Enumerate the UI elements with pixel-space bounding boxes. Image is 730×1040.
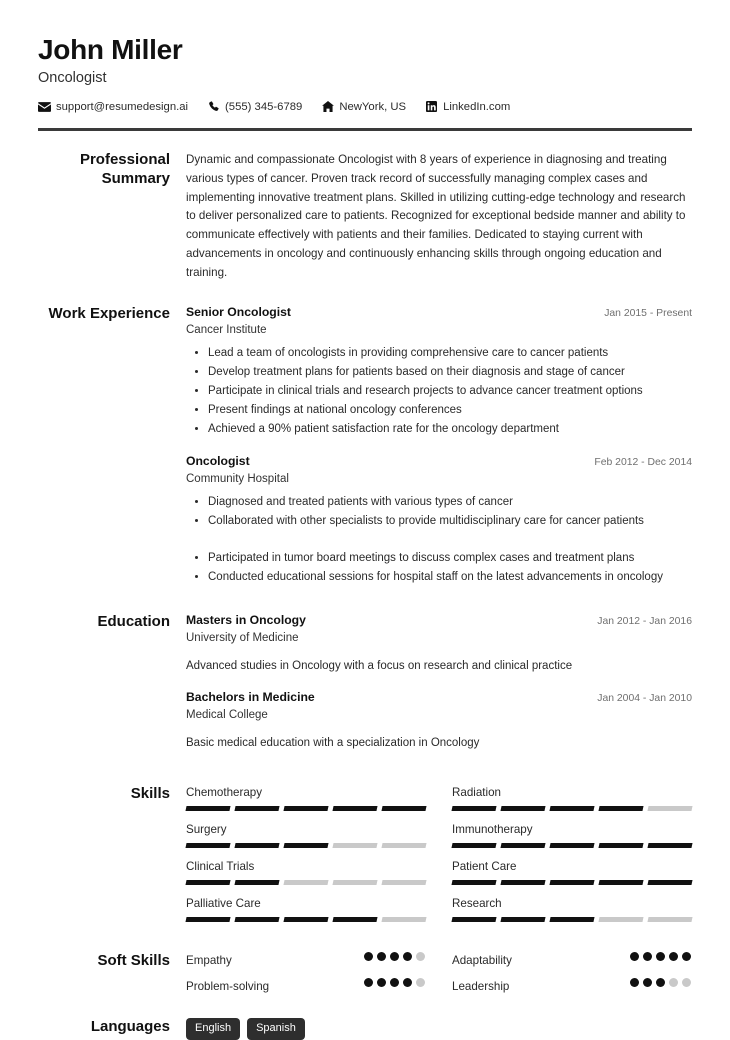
- soft-skill-item: [186, 952, 426, 978]
- entry-bullet: • Collaborated with other specialists to provide multidisciplinary care for cancer patients: [208, 513, 692, 531]
- skill-level-bar: [452, 843, 692, 848]
- entry-header: [186, 454, 692, 470]
- rating-dot: [682, 978, 691, 987]
- rating-dot: [416, 978, 425, 987]
- skill-level-bar: [452, 806, 692, 811]
- entry-bullet-list: [186, 494, 692, 587]
- entry-bullet: • Develop treatment plans for patients based on their diagnosis and stage of cancer: [208, 364, 692, 382]
- section-label-education: Education: [97, 613, 170, 631]
- skill-item: [186, 859, 426, 896]
- skill-name: Clinical Trials: [186, 859, 255, 873]
- work-entries: [186, 305, 692, 589]
- skill-bar-segment: [598, 880, 643, 885]
- skill-name: Surgery: [186, 822, 227, 836]
- skill-bar-segment: [381, 806, 426, 811]
- skill-bar-segment: [451, 806, 496, 811]
- skill-level-bar: [186, 917, 426, 922]
- entry-organization: University of Medicine: [186, 632, 299, 645]
- skill-level-bar: [186, 806, 426, 811]
- section-education: [38, 613, 692, 754]
- rating-dot: [416, 952, 425, 961]
- entry-bullet: • Conducted educational sessions for hospital staff on the latest advancements in oncology: [208, 569, 692, 587]
- entry-bullet: • Diagnosed and treated patients with various types of cancer: [208, 494, 692, 512]
- entry-bullet: • Present findings at national oncology conferences: [208, 402, 692, 420]
- section-label-summary: Professional Summary: [79, 150, 170, 187]
- skill-bar-segment: [598, 917, 643, 922]
- rating-dot: [656, 978, 665, 987]
- skill-bar-segment: [185, 843, 230, 848]
- rating-dot: [403, 952, 412, 961]
- skill-bar-segment: [598, 806, 643, 811]
- skill-item: [452, 785, 692, 822]
- language-pill: Spanish: [247, 1018, 305, 1040]
- skill-bar-segment: [500, 917, 545, 922]
- language-pill: English: [186, 1018, 240, 1040]
- skill-item: [186, 822, 426, 859]
- skill-bar-segment: [598, 843, 643, 848]
- skill-bar-segment: [283, 880, 328, 885]
- skill-item: [186, 785, 426, 822]
- entry-organization: Cancer Institute: [186, 323, 267, 336]
- entry-title: Oncologist: [186, 454, 250, 469]
- entry-organization: Community Hospital: [186, 472, 289, 485]
- skills-grid: [186, 785, 692, 933]
- entry-date: Jan 2012 - Jan 2016: [597, 616, 692, 628]
- skill-bar-segment: [185, 880, 230, 885]
- entry-bullet: • Participated in tumor board meetings to discuss complex cases and treatment plans: [208, 550, 692, 568]
- skill-bar-segment: [234, 917, 279, 922]
- skill-bar-segment: [549, 880, 594, 885]
- skill-bar-segment: [185, 917, 230, 922]
- rating-dot: [630, 978, 639, 987]
- soft-skill-name: Adaptability: [452, 953, 512, 967]
- skill-bar-segment: [234, 880, 279, 885]
- entry-header: [186, 613, 692, 629]
- skill-bar-segment: [381, 917, 426, 922]
- section-label-soft-skills: Soft Skills: [97, 951, 170, 969]
- skill-item: [452, 822, 692, 859]
- soft-skill-name: Leadership: [452, 979, 510, 993]
- skill-bar-segment: [647, 843, 692, 848]
- entry-title: Senior Oncologist: [186, 304, 291, 319]
- contact-email-text: support@resumedesign.ai: [56, 100, 189, 113]
- contact-phone[interactable]: [207, 101, 302, 113]
- experience-entry: [186, 454, 692, 587]
- rating-dot: [390, 952, 399, 961]
- experience-entry: [186, 613, 692, 675]
- candidate-job-title: Oncologist: [38, 70, 107, 87]
- rating-dot: [669, 952, 678, 961]
- skill-bar-segment: [647, 917, 692, 922]
- soft-skill-rating-dots: [364, 978, 426, 987]
- skill-bar-segment: [332, 843, 377, 848]
- entry-date: Feb 2012 - Dec 2014: [594, 457, 692, 469]
- soft-skill-name: Problem-solving: [186, 979, 270, 993]
- skill-name: Palliative Care: [186, 896, 261, 910]
- entry-title: Masters in Oncology: [186, 613, 306, 628]
- skill-bar-segment: [234, 843, 279, 848]
- skill-item: [452, 859, 692, 896]
- entry-header: [186, 305, 692, 321]
- skill-bar-segment: [381, 843, 426, 848]
- rating-dot: [630, 952, 639, 961]
- entry-date: Jan 2004 - Jan 2010: [597, 693, 692, 705]
- education-entries: [186, 613, 692, 754]
- contact-email[interactable]: [38, 101, 188, 113]
- soft-skill-rating-dots: [630, 978, 692, 987]
- entry-date: Jan 2015 - Present: [604, 307, 692, 319]
- contact-location-text: NewYork, US: [339, 100, 407, 113]
- skill-level-bar: [452, 880, 692, 885]
- rating-dot: [403, 978, 412, 987]
- entry-header: [186, 690, 692, 706]
- phone-icon: [207, 101, 220, 113]
- contact-linkedin[interactable]: [425, 101, 510, 113]
- rating-dot: [390, 978, 399, 987]
- rating-dot: [656, 952, 665, 961]
- soft-skill-rating-dots: [630, 952, 692, 961]
- rating-dot: [669, 978, 678, 987]
- rating-dot: [364, 978, 373, 987]
- skill-bar-segment: [234, 806, 279, 811]
- entry-organization: Medical College: [186, 709, 268, 722]
- skill-bar-segment: [451, 917, 496, 922]
- soft-skill-item: [186, 978, 426, 1004]
- soft-skill-rating-dots: [364, 952, 426, 961]
- section-label-skills: Skills: [130, 784, 170, 802]
- skill-name: Immunotherapy: [452, 822, 533, 836]
- contact-row: [38, 101, 692, 113]
- skill-bar-segment: [283, 917, 328, 922]
- linkedin-icon: [425, 101, 438, 113]
- section-work-experience: [38, 305, 692, 589]
- skill-name: Radiation: [452, 785, 501, 799]
- skill-bar-segment: [283, 843, 328, 848]
- rating-dot: [377, 952, 386, 961]
- soft-skills-grid: [186, 952, 692, 1004]
- skill-bar-segment: [647, 880, 692, 885]
- skill-bar-segment: [381, 880, 426, 885]
- entry-description: Basic medical education with a specialization in Oncology: [186, 736, 480, 749]
- section-label-languages: Languages: [90, 1017, 170, 1035]
- skill-bar-segment: [332, 806, 377, 811]
- rating-dot: [364, 952, 373, 961]
- skill-item: [452, 896, 692, 933]
- skill-bar-segment: [549, 917, 594, 922]
- entry-title: Bachelors in Medicine: [186, 690, 315, 705]
- skill-bar-segment: [500, 880, 545, 885]
- rating-dot: [377, 978, 386, 987]
- entry-bullet: • Participate in clinical trials and research projects to advance cancer treatment options: [208, 383, 692, 401]
- section-professional-summary: [38, 151, 692, 283]
- envelope-icon: [38, 101, 51, 113]
- skill-level-bar: [452, 917, 692, 922]
- skill-bar-segment: [549, 843, 594, 848]
- rating-dot: [643, 978, 652, 987]
- skill-bar-segment: [451, 843, 496, 848]
- candidate-name: John Miller: [38, 34, 183, 65]
- experience-entry: [186, 305, 692, 439]
- entry-description: Advanced studies in Oncology with a focus on research and clinical practice: [186, 659, 573, 672]
- skill-bar-segment: [332, 880, 377, 885]
- entry-bullet: • Achieved a 90% patient satisfaction rate for the oncology department: [208, 421, 692, 439]
- home-icon: [321, 101, 334, 113]
- skill-bar-segment: [451, 880, 496, 885]
- header-divider: [38, 128, 692, 131]
- resume-header: [38, 0, 692, 113]
- contact-location[interactable]: [321, 101, 406, 113]
- skill-name: Research: [452, 896, 502, 910]
- skill-name: Chemotherapy: [186, 785, 263, 799]
- skill-bar-segment: [500, 806, 545, 811]
- entry-bullet: • Lead a team of oncologists in providing comprehensive care to cancer patients: [208, 345, 692, 363]
- languages-row: [186, 1018, 692, 1040]
- section-skills: [38, 785, 692, 933]
- soft-skill-item: [452, 952, 692, 978]
- section-label-work: Work Experience: [48, 304, 170, 322]
- entry-bullet-list: [186, 345, 692, 439]
- summary-text: Dynamic and compassionate Oncologist with 8 years of experience in diagnosing and treating various types of cancer. Proven track record of successfully managing complex cases and implementing innovative treatment plans. Skilled in utilizing cutting-edge technology and research to deliver personalized care to patients. Recognized for exceptional bedside manner and ability to communicate effectively with patients and their families. Dedicated to staying current with advancements in oncology and continuously enhancing skills through ongoing education and training.: [186, 152, 686, 280]
- skill-item: [186, 896, 426, 933]
- contact-linkedin-text: LinkedIn.com: [443, 100, 511, 113]
- soft-skill-name: Empathy: [186, 953, 232, 967]
- section-languages: [38, 1018, 692, 1040]
- contact-phone-text: (555) 345-6789: [225, 100, 303, 113]
- rating-dot: [643, 952, 652, 961]
- skill-level-bar: [186, 880, 426, 885]
- experience-entry: [186, 690, 692, 752]
- section-soft-skills: [38, 952, 692, 1004]
- skill-bar-segment: [283, 806, 328, 811]
- soft-skill-item: [452, 978, 692, 1004]
- skill-level-bar: [186, 843, 426, 848]
- skill-bar-segment: [549, 806, 594, 811]
- skill-bar-segment: [647, 806, 692, 811]
- skill-bar-segment: [332, 917, 377, 922]
- skill-bar-segment: [500, 843, 545, 848]
- skill-name: Patient Care: [452, 859, 517, 873]
- rating-dot: [682, 952, 691, 961]
- skill-bar-segment: [185, 806, 230, 811]
